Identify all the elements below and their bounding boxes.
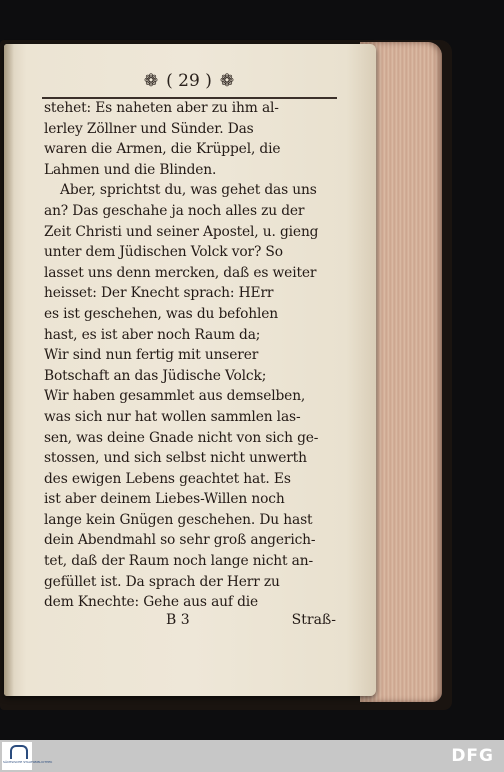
library-logo[interactable] [2,742,53,770]
text-line: lerley Zöllner und Sünder. Das [44,120,254,137]
text-line: stossen, und sich selbst nicht unwerth [44,450,307,467]
text-line: ist aber deinem Liebes-Willen noch [44,491,285,508]
text-line: sen, was deine Gnade nicht von sich ge- [44,429,319,446]
text-line: Zeit Christi und seiner Apostel, u. gieng [44,223,319,240]
text-line: stehet: Es naheten aber zu ihm al- [44,100,279,116]
page-gutter [4,44,14,696]
viewer-footer-bar [0,740,504,772]
page-footer [44,612,336,634]
ornament-icon: ❁ [219,70,235,91]
text-line: tet, daß der Raum noch lange nicht an- [44,553,313,570]
text-line: dein Abendmahl so sehr groß angerich- [44,532,316,549]
text-line: waren die Armen, die Krüppel, die [44,141,281,158]
page-header [124,70,254,92]
text-line: des ewigen Lebens geachtet hat. Es [44,470,291,487]
dfg-logo[interactable]: DFG [451,746,494,766]
text-line: Wir sind nun fertig mit unserer [44,347,259,364]
page-number: ( 29 ) [166,71,212,91]
text-line: unter dem Jüdischen Volck vor? So [44,244,283,261]
text-line: lasset uns denn mercken, daß es weiter [44,264,317,281]
text-line: gefüllet ist. Da sprach der Herr zu [44,573,280,590]
text-line: an? Das geschahe ja noch alles zu der [44,202,305,219]
signature-mark: B 3 [166,612,190,628]
text-line: was sich nur hat wollen sammlen las- [44,408,301,425]
body-text [44,98,336,613]
library-logo-text: SÄCHSISCHE STAATSBIBLIOTHEK [3,760,53,764]
library-logo-icon [10,745,28,759]
text-line: heisset: Der Knecht sprach: HErr [44,285,274,302]
book-page [4,44,376,696]
text-line: Wir haben gesammlet aus demselben, [44,388,306,405]
text-line: Botschaft an das Jüdische Volck; [44,367,267,384]
text-line: dem Knechte: Gehe aus auf die [44,594,259,611]
ornament-icon: ❁ [143,70,159,91]
text-line: hast, es ist aber noch Raum da; [44,326,261,343]
text-line: Aber, sprichtst du, was gehet das uns [60,182,317,199]
text-line: es ist geschehen, was du befohlen [44,305,279,322]
text-line: Lahmen und die Blinden. [44,161,217,178]
catchword: Straß- [291,612,336,628]
text-line: lange kein Gnügen geschehen. Du hast [44,511,313,528]
